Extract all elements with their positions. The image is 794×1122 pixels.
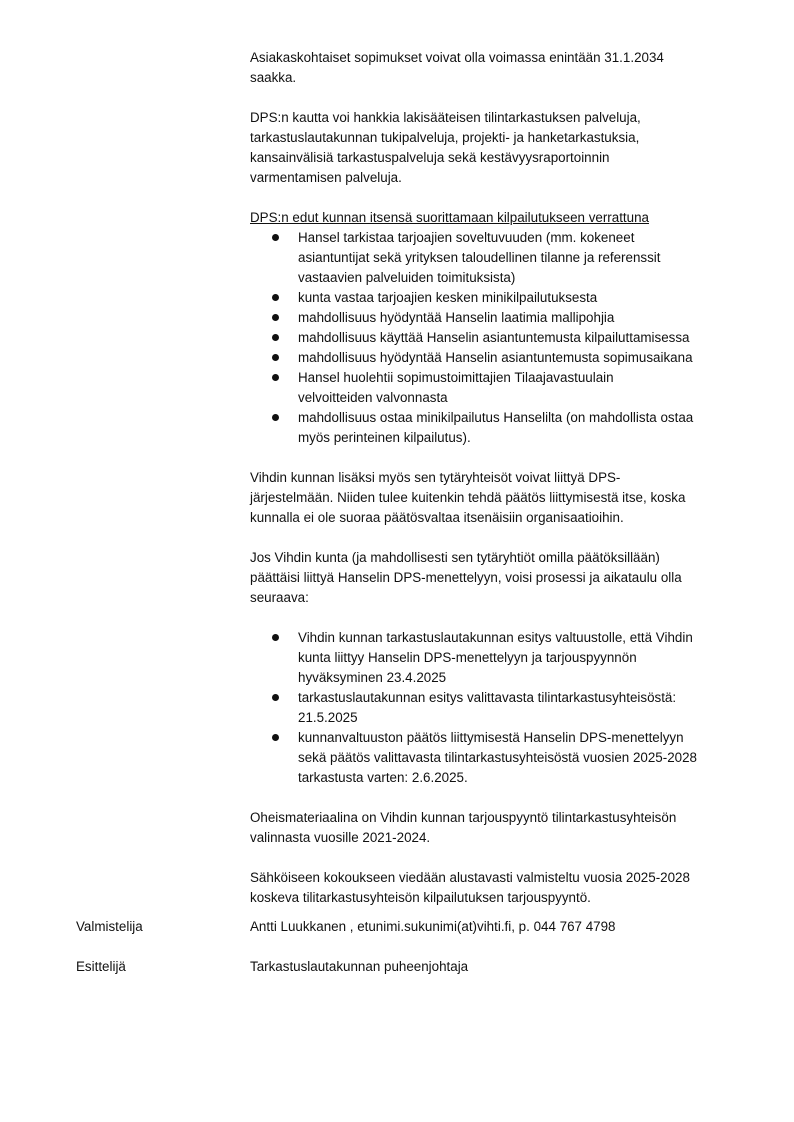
benefits-list <box>250 228 755 448</box>
text-line: saakka. <box>250 70 297 85</box>
text-line: velvoitteiden valvonnasta <box>298 390 448 405</box>
list-item <box>250 728 755 788</box>
text-line: Jos Vihdin kunta (ja mahdollisesti sen tytäryhtiöt omilla päätöksillään) <box>250 550 660 565</box>
bullet-icon <box>272 734 279 741</box>
contract-validity-paragraph <box>250 48 755 88</box>
text-line: Oheismateriaalina on Vihdin kunnan tarjouspyyntö tilintarkastusyhteisön <box>250 810 677 825</box>
process-list <box>250 628 755 788</box>
text-line: seuraava: <box>250 590 309 605</box>
bullet-icon <box>272 354 279 361</box>
text-line: vastaavien palveluiden toimituksista) <box>298 270 516 285</box>
text-line: sekä päätös valittavasta tilintarkastusyhteisöstä vuosien 2025-2028 <box>298 750 697 765</box>
text-line: mahdollisuus hyödyntää Hanselin asiantuntemusta sopimusaikana <box>298 350 693 365</box>
process-section <box>250 548 755 788</box>
text-line: tarkastusta varten: 2.6.2025. <box>298 770 468 785</box>
text-line: Vihdin kunnan tarkastuslautakunnan esitys valtuustolle, että Vihdin <box>298 630 693 645</box>
text-line: kunnanvaltuuston päätös liittymisestä Hanselin DPS-menettelyyn <box>298 730 684 745</box>
benefits-heading: DPS:n edut kunnan itsensä suorittamaan kilpailutukseen verrattuna <box>250 210 649 225</box>
text-line: Sähköiseen kokoukseen viedään alustavasti valmisteltu vuosia 2025-2028 <box>250 870 690 885</box>
bullet-icon <box>272 374 279 381</box>
list-item <box>250 368 755 408</box>
text-line: Asiakaskohtaiset sopimukset voivat olla voimassa enintään 31.1.2034 <box>250 50 664 65</box>
preparer-value: Antti Luukkanen , etunimi.sukunimi(at)vihti.fi, p. 044 767 4798 <box>250 919 616 934</box>
list-item <box>250 308 755 328</box>
text-line: mahdollisuus ostaa minikilpailutus Hanselilta (on mahdollista ostaa <box>298 410 694 425</box>
text-line: päättäisi liittyä Hanselin DPS-menettelyyn, voisi prosessi ja aikataulu olla <box>250 570 682 585</box>
text-line: varmentamisen palveluja. <box>250 170 402 185</box>
list-item <box>250 228 755 288</box>
text-line: kansainvälisiä tarkastuspalveluja sekä kestävyysraportoinnin <box>250 150 610 165</box>
benefits-section <box>250 208 755 448</box>
text-line: asiantuntijat sekä yrityksen taloudellinen tilanne ja referenssit <box>298 250 661 265</box>
bullet-icon <box>272 694 279 701</box>
meeting-paragraph <box>250 868 755 908</box>
text-line: valinnasta vuosille 2021-2024. <box>250 830 431 845</box>
bullet-icon <box>272 634 279 641</box>
text-line: tarkastuslautakunnan tukipalveluja, projekti- ja hanketarkastuksia, <box>250 130 640 145</box>
bullet-icon <box>272 294 279 301</box>
preparer-label: Valmistelija <box>76 919 143 934</box>
bullet-icon <box>272 314 279 321</box>
text-line: tarkastuslautakunnan esitys valittavasta tilintarkastusyhteisöstä: <box>298 690 677 705</box>
text-line: kunta vastaa tarjoajien kesken minikilpailutuksesta <box>298 290 598 305</box>
document-body <box>250 48 755 908</box>
text-line: Vihdin kunnan lisäksi myös sen tytäryhteisöt voivat liittyä DPS- <box>250 470 621 485</box>
list-item <box>250 408 755 448</box>
bullet-icon <box>272 414 279 421</box>
text-line: kunnalla ei ole suoraa päätösvaltaa itsenäisiin organisaatioihin. <box>250 510 624 525</box>
text-line: mahdollisuus käyttää Hanselin asiantuntemusta kilpailuttamisessa <box>298 330 690 345</box>
list-item <box>250 348 755 368</box>
list-item <box>250 688 755 728</box>
subsidiaries-paragraph <box>250 468 755 528</box>
attachment-paragraph <box>250 808 755 848</box>
bullet-icon <box>272 234 279 241</box>
list-item <box>250 328 755 348</box>
presenter-label: Esittelijä <box>76 959 126 974</box>
text-line: Hansel huolehtii sopimustoimittajien Tilaajavastuulain <box>298 370 614 385</box>
dps-services-paragraph <box>250 108 755 188</box>
presenter-value: Tarkastuslautakunnan puheenjohtaja <box>250 959 469 974</box>
text-line: DPS:n kautta voi hankkia lakisääteisen tilintarkastuksen palveluja, <box>250 110 641 125</box>
text-line: järjestelmään. Niiden tulee kuitenkin tehdä päätös liittymisestä itse, koska <box>250 490 686 505</box>
text-line: Hansel tarkistaa tarjoajien soveltuvuuden (mm. kokeneet <box>298 230 635 245</box>
list-item <box>250 628 755 688</box>
text-line: 21.5.2025 <box>298 710 358 725</box>
bullet-icon <box>272 334 279 341</box>
text-line: myös perinteinen kilpailutus). <box>298 430 471 445</box>
text-line: hyväksyminen 23.4.2025 <box>298 670 447 685</box>
text-line: mahdollisuus hyödyntää Hanselin laatimia mallipohjia <box>298 310 615 325</box>
text-line: koskeva tilitarkastusyhteisön kilpailutuksen tarjouspyyntö. <box>250 890 591 905</box>
text-line: kunta liittyy Hanselin DPS-menettelyyn ja tarjouspyynnön <box>298 650 637 665</box>
list-item <box>250 288 755 308</box>
